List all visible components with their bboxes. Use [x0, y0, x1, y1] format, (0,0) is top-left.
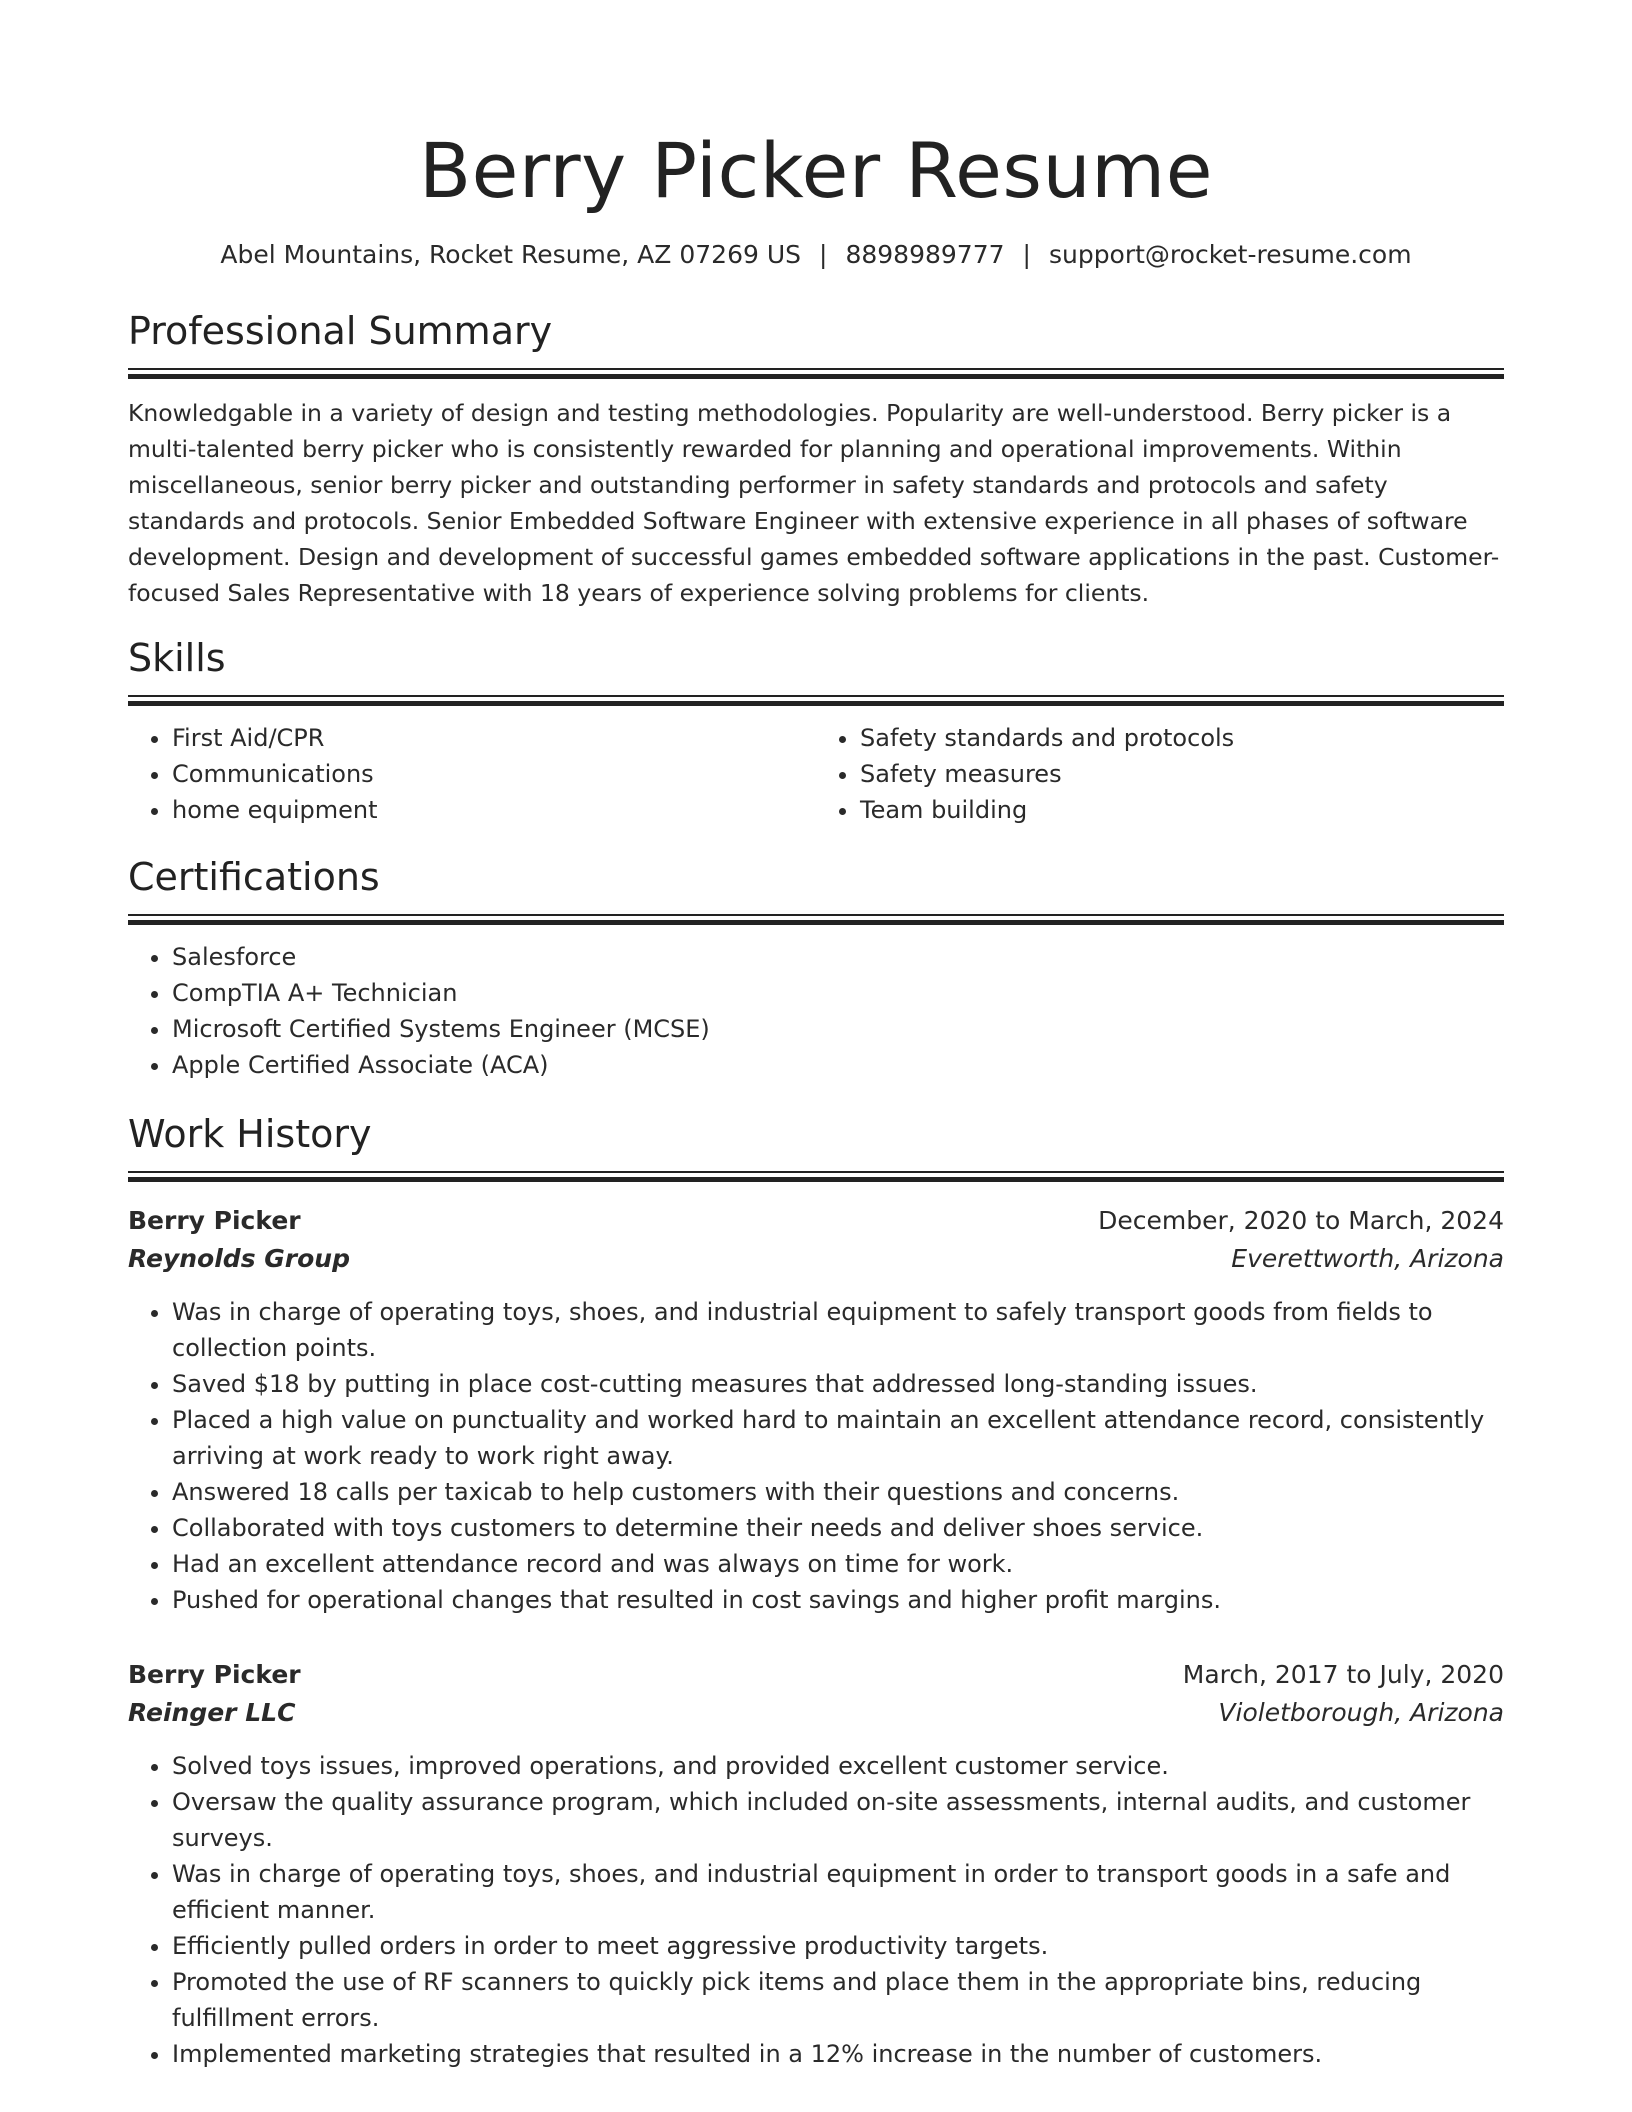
job-entry: [128, 1202, 1504, 1618]
list-item: • Safety standards and protocols: [860, 720, 1504, 756]
job-title: Berry Picker: [128, 1205, 301, 1235]
contact-address: Abel Mountains, Rocket Resume, AZ 07269 US: [220, 240, 802, 269]
job-company-row: [128, 1694, 1504, 1732]
job-header-row: [128, 1656, 1504, 1694]
work-history-heading: Work History: [128, 1111, 372, 1156]
section-divider: [128, 914, 1504, 925]
list-item: • Solved toys issues, improved operations, and provided excellent customer service.: [172, 1748, 1504, 1784]
skills-section: [128, 635, 1504, 828]
list-item: • Answered 18 calls per taxicab to help customers with their questions and concerns.: [172, 1474, 1504, 1510]
list-item: • Salesforce: [172, 939, 1504, 975]
contact-phone: 8898989777: [845, 240, 1005, 269]
job-company: Reinger LLC: [128, 1697, 296, 1727]
section-divider: [128, 1171, 1504, 1182]
certifications-list: [128, 939, 1504, 1083]
job-entry: [128, 1656, 1504, 2072]
list-item: • home equipment: [172, 792, 816, 828]
job-duties-list: [128, 1294, 1504, 1618]
resume-title: Berry Picker Resume: [419, 126, 1213, 215]
job-company: Reynolds Group: [128, 1243, 350, 1273]
contact-separator: |: [1022, 240, 1031, 269]
job-dates: March, 2017 to July, 2020: [1182, 1659, 1504, 1689]
list-item: • Saved $18 by putting in place cost-cutting measures that addressed long-standing issues.: [172, 1366, 1504, 1402]
work-history-section: [128, 1111, 1504, 2072]
certifications-section: [128, 854, 1504, 1083]
list-item: • Apple Certified Associate (ACA): [172, 1047, 1504, 1083]
summary-text: Knowledgable in a variety of design and testing methodologies. Popularity are well-understood. Berry picker is a multi-talented berry picker who is consistently rewarded for planning and operational improvements. Within miscellaneous, senior berry picker and outstanding performer in safety standards and protocols and safety standards and protocols. Senior Embedded Software Engineer with extensive experience in all phases of software development. Design and development of successful games embedded software applications in the past. Customer-focused Sales Representative with 18 years of experience solving problems for clients.: [128, 399, 1500, 607]
skills-heading: Skills: [128, 635, 226, 680]
section-divider: [128, 368, 1504, 379]
list-item: • Communications: [172, 756, 816, 792]
section-divider: [128, 695, 1504, 706]
list-item: • Microsoft Certified Systems Engineer (MCSE): [172, 1011, 1504, 1047]
list-item: • Had an excellent attendance record and was always on time for work.: [172, 1546, 1504, 1582]
list-item: • Placed a high value on punctuality and worked hard to maintain an excellent attendance record, consistently arriving at work ready to work right away.: [172, 1402, 1504, 1474]
skills-grid: [128, 706, 1504, 828]
summary-heading: Professional Summary: [128, 309, 553, 353]
list-item: • CompTIA A+ Technician: [172, 975, 1504, 1011]
list-item: • Collaborated with toys customers to determine their needs and deliver shoes service.: [172, 1510, 1504, 1546]
job-dates: December, 2020 to March, 2024: [1098, 1205, 1504, 1235]
job-company-row: [128, 1240, 1504, 1278]
list-item: • Implemented marketing strategies that resulted in a 12% increase in the number of customers.: [172, 2036, 1504, 2072]
job-location: Everettworth, Arizona: [1231, 1243, 1504, 1273]
list-item: • Pushed for operational changes that resulted in cost savings and higher profit margins.: [172, 1582, 1504, 1618]
list-item: • Was in charge of operating toys, shoes, and industrial equipment in order to transport goods in a safe and efficient manner.: [172, 1856, 1504, 1928]
list-item: • First Aid/CPR: [172, 720, 816, 756]
job-duties-list: [128, 1748, 1504, 2072]
job-title: Berry Picker: [128, 1659, 301, 1689]
skills-list-right: [816, 720, 1504, 828]
list-item: • Efficiently pulled orders in order to meet aggressive productivity targets.: [172, 1928, 1504, 1964]
list-item: • Oversaw the quality assurance program, which included on-site assessments, internal audits, and customer surveys.: [172, 1784, 1504, 1856]
list-item: • Team building: [860, 792, 1504, 828]
list-item: • Safety measures: [860, 756, 1504, 792]
contact-separator: |: [819, 240, 828, 269]
list-item: • Promoted the use of RF scanners to quickly pick items and place them in the appropriate bins, reducing fulfillment errors.: [172, 1964, 1504, 2036]
skills-list-left: [128, 720, 816, 828]
contact-line: [128, 238, 1504, 272]
summary-section: [128, 308, 1504, 611]
certifications-heading: Certifications: [128, 854, 380, 899]
job-header-row: [128, 1202, 1504, 1240]
job-location: Violetborough, Arizona: [1218, 1697, 1504, 1727]
list-item: • Was in charge of operating toys, shoes, and industrial equipment to safely transport goods from fields to collection points.: [172, 1294, 1504, 1366]
contact-email: support@rocket-resume.com: [1048, 240, 1412, 269]
